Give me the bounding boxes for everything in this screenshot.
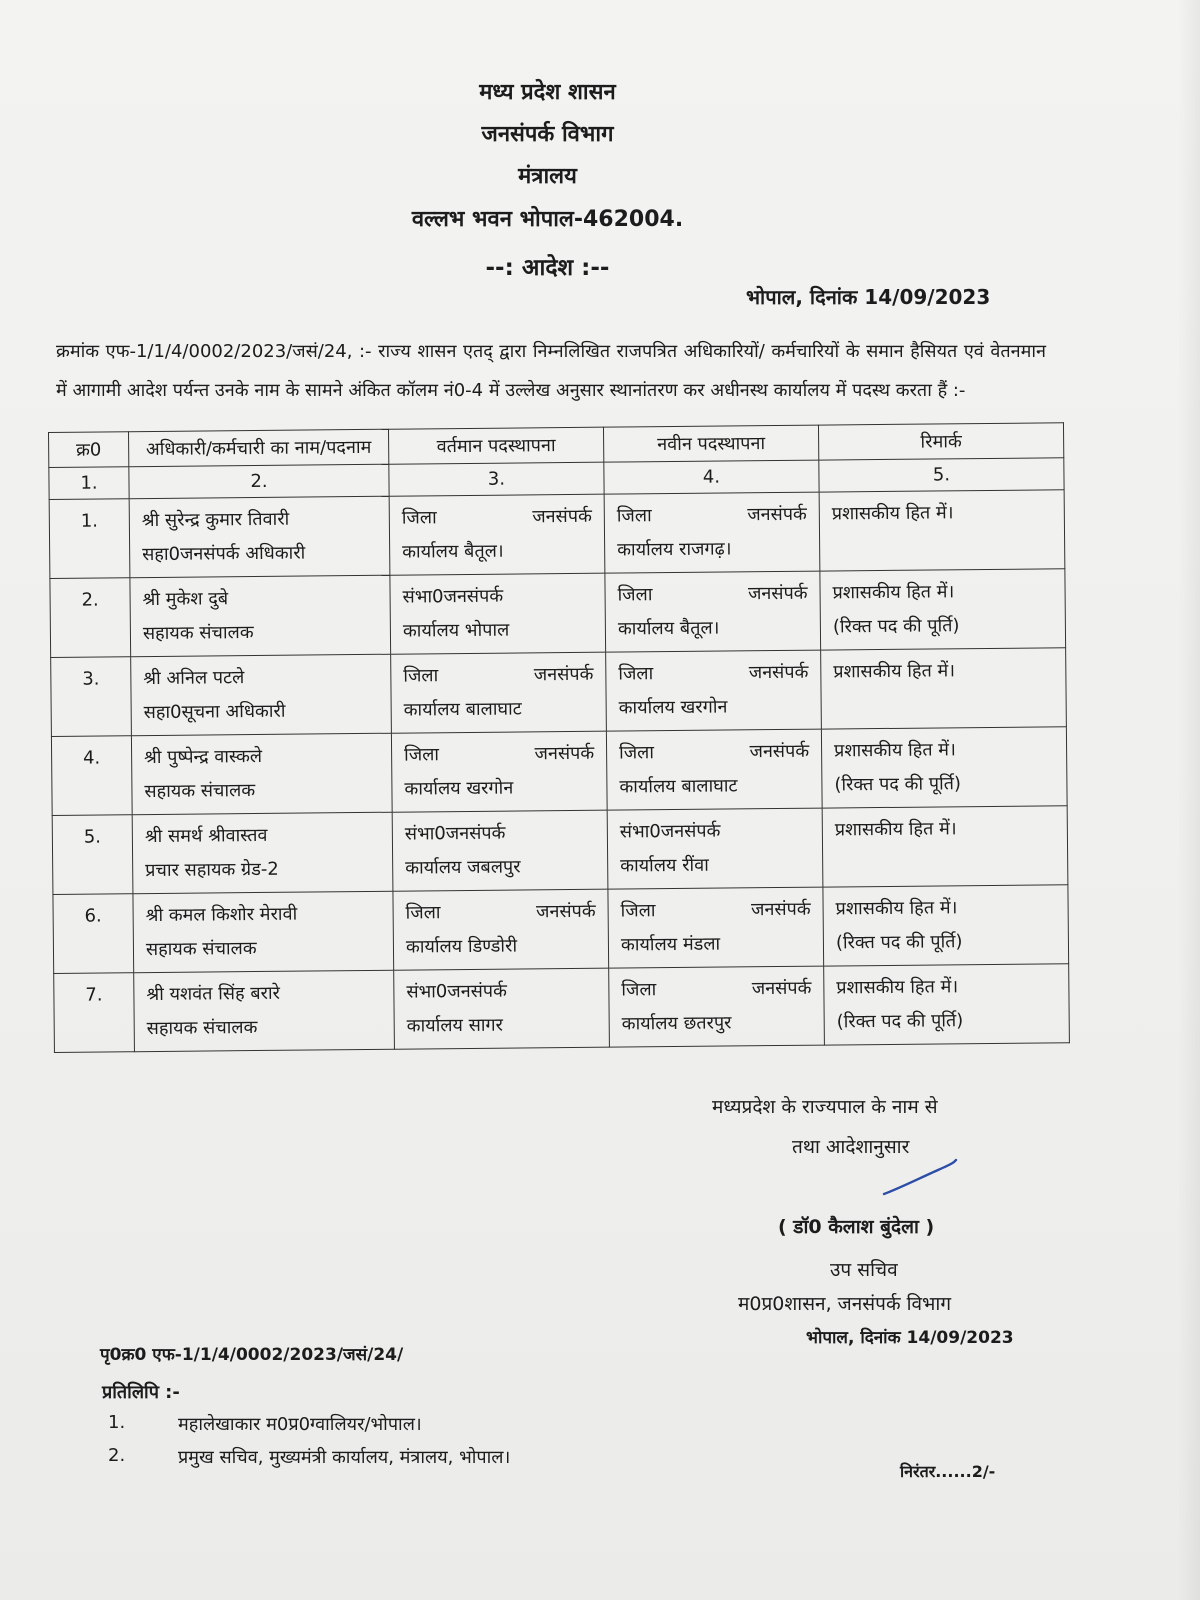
current-posting-a: संभा0जनसंपर्क [406, 980, 507, 1003]
row-sno [49, 499, 130, 579]
remark-cell [824, 964, 1070, 1045]
current-posting-cell [391, 731, 607, 812]
remark-text: प्रशासकीय हित में। [831, 502, 954, 525]
current-posting-line1 [403, 658, 593, 694]
sno-text: 4. [82, 747, 101, 769]
new-posting-office: कार्यालय छतरपुर [621, 1012, 732, 1035]
officer-name: श्री मुकेश दुबे [142, 588, 229, 611]
current-posting-office: कार्यालय जबलपुर [405, 856, 521, 879]
new-posting-cell [605, 571, 821, 652]
row-sno [51, 657, 132, 737]
new-posting-office: कार्यालय रींवा [620, 854, 709, 877]
col-number: 4. [604, 460, 819, 494]
remark-cell [821, 648, 1067, 729]
table-row [51, 727, 1067, 816]
current-posting-cell [394, 968, 610, 1049]
new-posting-office: कार्यालय खरगोन [618, 696, 728, 719]
officer-name: श्री यशवंत सिंह बरारे [146, 982, 281, 1006]
officer-name: श्री समर्थ श्रीवास्तव [144, 824, 268, 848]
sno-text: 7. [85, 984, 103, 1006]
signatory-department: म0प्र0शासन, जनसंपर्क विभाग [738, 1293, 952, 1315]
header-sno: क्र0 [49, 432, 129, 468]
current-posting-office: कार्यालय खरगोन [404, 777, 514, 800]
signature-line-1: मध्यप्रदेश के राज्यपाल के नाम से [712, 1096, 938, 1118]
new-posting-line1 [618, 656, 808, 692]
current-posting-office: कार्यालय सागर [406, 1014, 504, 1037]
col-number: 5. [819, 458, 1064, 492]
new-posting-cell [609, 966, 825, 1047]
table-body [49, 490, 1069, 1053]
remark-text: प्रशासकीय हित में। [833, 660, 956, 683]
new-posting-cell [608, 887, 824, 968]
signature-date: भोपाल, दिनांक 14/09/2023 [806, 1328, 1014, 1348]
new-posting-line1 [619, 735, 809, 771]
copy-to-label: प्रतिलिपि :- [102, 1382, 180, 1403]
new-posting-office: कार्यालय मंडला [620, 933, 721, 956]
header-new-posting: नवीन पदस्थापना [603, 425, 818, 462]
officer-cell [131, 654, 392, 735]
current-posting-b: जनसंपर्क [535, 900, 596, 923]
copy-item-number: 2. [108, 1445, 126, 1466]
remark-cell [820, 569, 1066, 650]
remark-cell [823, 885, 1069, 966]
sno-text: 1. [80, 510, 99, 532]
current-posting-office: कार्यालय बैतूल। [402, 540, 504, 563]
signatory-name: ( डॉ0 कैलाश बुंदेला ) [778, 1216, 935, 1238]
officer-designation: प्रचार सहायक ग्रेड-2 [145, 858, 279, 882]
copy-item-text: महालेखाकार म0प्र0ग्वालियर/भोपाल। [178, 1414, 422, 1435]
remark-text: प्रशासकीय हित में। [834, 818, 957, 841]
reference-number: पृ0क्र0 एफ-1/1/4/0002/2023/जसं/24/ [100, 1345, 404, 1365]
current-posting-a: जिला [404, 744, 440, 766]
current-posting-a: जिला [403, 665, 439, 687]
remark-text: प्रशासकीय हित में। [832, 581, 955, 604]
address: वल्लभ भवन भोपाल-462004. [411, 207, 684, 232]
order-title: --: आदेश :-- [485, 255, 610, 281]
new-posting-line1 [620, 814, 810, 850]
new-posting-a: जिला [617, 584, 653, 606]
current-posting-cell [391, 652, 607, 733]
current-posting-line1 [405, 895, 595, 931]
signatory-designation: उप सचिव [830, 1259, 898, 1281]
order-date: भोपाल, दिनांक 14/09/2023 [746, 285, 991, 309]
officer-name: श्री सुरेन्द्र कुमार तिवारी [141, 508, 290, 532]
col-number: 3. [389, 462, 604, 496]
col-number: 1. [49, 467, 129, 500]
col-number: 2. [129, 464, 389, 498]
current-posting-cell [393, 889, 609, 970]
table-row [53, 885, 1069, 974]
handwritten-signature [880, 1158, 960, 1198]
officer-designation: सहायक संचालक [144, 780, 256, 803]
table-row [52, 806, 1068, 895]
officer-name: श्री कमल किशोर मेरावी [145, 903, 298, 927]
copy-item-number: 1. [108, 1412, 126, 1433]
new-posting-a: जिला [616, 505, 652, 527]
remark-note: (रिक्त पद की पूर्ति) [832, 615, 960, 638]
row-sno [50, 578, 131, 658]
new-posting-cell [604, 492, 820, 573]
officer-cell [134, 970, 395, 1051]
sno-text: 2. [81, 589, 99, 611]
ministry-name: मंत्रालय [518, 164, 577, 189]
table-row [51, 648, 1067, 737]
current-posting-line1 [402, 500, 592, 536]
current-posting-cell [392, 810, 608, 891]
current-posting-cell [390, 573, 606, 654]
current-posting-b: जनसंपर्क [532, 505, 592, 528]
officer-designation: सहायक संचालक [142, 622, 254, 645]
new-posting-a: संभा0जनसंपर्क [619, 820, 721, 843]
current-posting-a: जिला [401, 507, 437, 529]
header-remark: रिमार्क [818, 423, 1063, 460]
new-posting-line1 [620, 893, 810, 929]
current-posting-a: संभा0जनसंपर्क [402, 585, 504, 608]
row-sno [52, 815, 133, 895]
order-intro-paragraph: क्रमांक एफ-1/1/4/0002/2023/जसं/24, :- राज्य शासन एतद् द्वारा निम्नलिखित राजपत्रित अधिकारियों/ कर्मचारियों के समान हैसियत एवं वेतनमान में आगामी आदेश पर्यन्त उनके नाम के सामने अंकित कॉलम नं0-4 में उल्लेख अनुसार स्थानांतरण कर अधीनस्थ कार्यालय में पदस्थ करता हैं :- [56, 341, 1046, 401]
officer-cell [130, 575, 391, 656]
sno-text: 5. [83, 826, 102, 848]
officer-cell [131, 733, 392, 814]
new-posting-cell [606, 729, 822, 810]
current-posting-a: जिला [405, 902, 441, 924]
current-posting-line1 [406, 974, 596, 1010]
row-sno [54, 973, 135, 1053]
new-posting-office: कार्यालय बैतूल। [617, 617, 720, 640]
current-posting-b: जनसंपर्क [533, 663, 594, 686]
officer-cell [129, 496, 390, 577]
current-posting-cell [389, 494, 605, 575]
transfer-table [48, 422, 1070, 1053]
new-posting-b: जनसंपर्क [750, 898, 811, 921]
new-posting-b: जनसंपर्क [748, 661, 809, 684]
new-posting-a: जिला [621, 979, 657, 1001]
remark-text: प्रशासकीय हित में। [836, 976, 959, 999]
table-row [54, 964, 1070, 1053]
new-posting-b: जनसंपर्क [751, 977, 812, 1000]
current-posting-a: संभा0जनसंपर्क [404, 822, 506, 845]
new-posting-a: जिला [620, 900, 656, 922]
remark-note: (रिक्त पद की पूर्ति) [834, 773, 962, 796]
new-posting-office: कार्यालय राजगढ़। [617, 538, 732, 561]
current-posting-line1 [402, 579, 592, 615]
page-shadow-edge [1178, 0, 1200, 1600]
new-posting-b: जनसंपर्क [749, 740, 810, 763]
current-posting-line1 [404, 737, 594, 773]
remark-cell [821, 727, 1067, 808]
current-posting-b: जनसंपर्क [534, 742, 595, 765]
sno-text: 3. [82, 668, 100, 690]
table-row [50, 569, 1066, 658]
new-posting-line1 [621, 972, 811, 1008]
department-name: जनसंपर्क विभाग [481, 122, 614, 147]
current-posting-line1 [405, 816, 595, 852]
new-posting-a: जिला [619, 742, 655, 764]
remark-text: प्रशासकीय हित में। [833, 739, 956, 762]
new-posting-line1 [617, 498, 807, 534]
current-posting-office: कार्यालय बालाघाट [403, 698, 522, 721]
new-posting-cell [607, 808, 823, 889]
govt-name: मध्य प्रदेश शासन [479, 80, 616, 105]
officer-cell [133, 891, 394, 972]
current-posting-office: कार्यालय भोपाल [402, 619, 510, 642]
officer-designation: सहा0जनसंपर्क अधिकारी [142, 542, 306, 566]
header-current-posting: वर्तमान पदस्थापना [388, 427, 603, 464]
current-posting-office: कार्यालय डिण्डोरी [405, 935, 518, 958]
row-sno [53, 894, 134, 974]
remark-note: (रिक्त पद की पूर्ति) [835, 931, 963, 954]
remark-cell [819, 490, 1065, 571]
officer-cell [132, 812, 393, 893]
new-posting-a: जिला [618, 663, 654, 685]
continued-note: निरंतर......2/- [900, 1462, 996, 1481]
remark-note: (रिक्त पद की पूर्ति) [836, 1010, 964, 1033]
officer-name: श्री पुष्पेन्द्र वास्कले [144, 745, 263, 769]
new-posting-office: कार्यालय बालाघाट [619, 775, 738, 798]
officer-designation: सहायक संचालक [145, 938, 257, 961]
officer-designation: सहायक संचालक [146, 1017, 258, 1040]
new-posting-line1 [617, 577, 807, 613]
new-posting-b: जनसंपर्क [747, 503, 807, 526]
table-row [49, 490, 1065, 579]
copy-item-text: प्रमुख सचिव, मुख्यमंत्री कार्यालय, मंत्रालय, भोपाल। [178, 1447, 511, 1468]
row-sno [51, 736, 132, 816]
remark-cell [822, 806, 1068, 887]
header-name: अधिकारी/कर्मचारी का नाम/पदनाम [129, 429, 389, 466]
sno-text: 6. [84, 905, 102, 927]
new-posting-cell [606, 650, 822, 731]
signature-line-2: तथा आदेशानुसार [792, 1136, 910, 1158]
new-posting-b: जनसंपर्क [747, 582, 808, 605]
officer-designation: सहा0सूचना अधिकारी [143, 700, 286, 724]
officer-name: श्री अनिल पटले [143, 667, 245, 690]
remark-text: प्रशासकीय हित में। [835, 897, 958, 920]
